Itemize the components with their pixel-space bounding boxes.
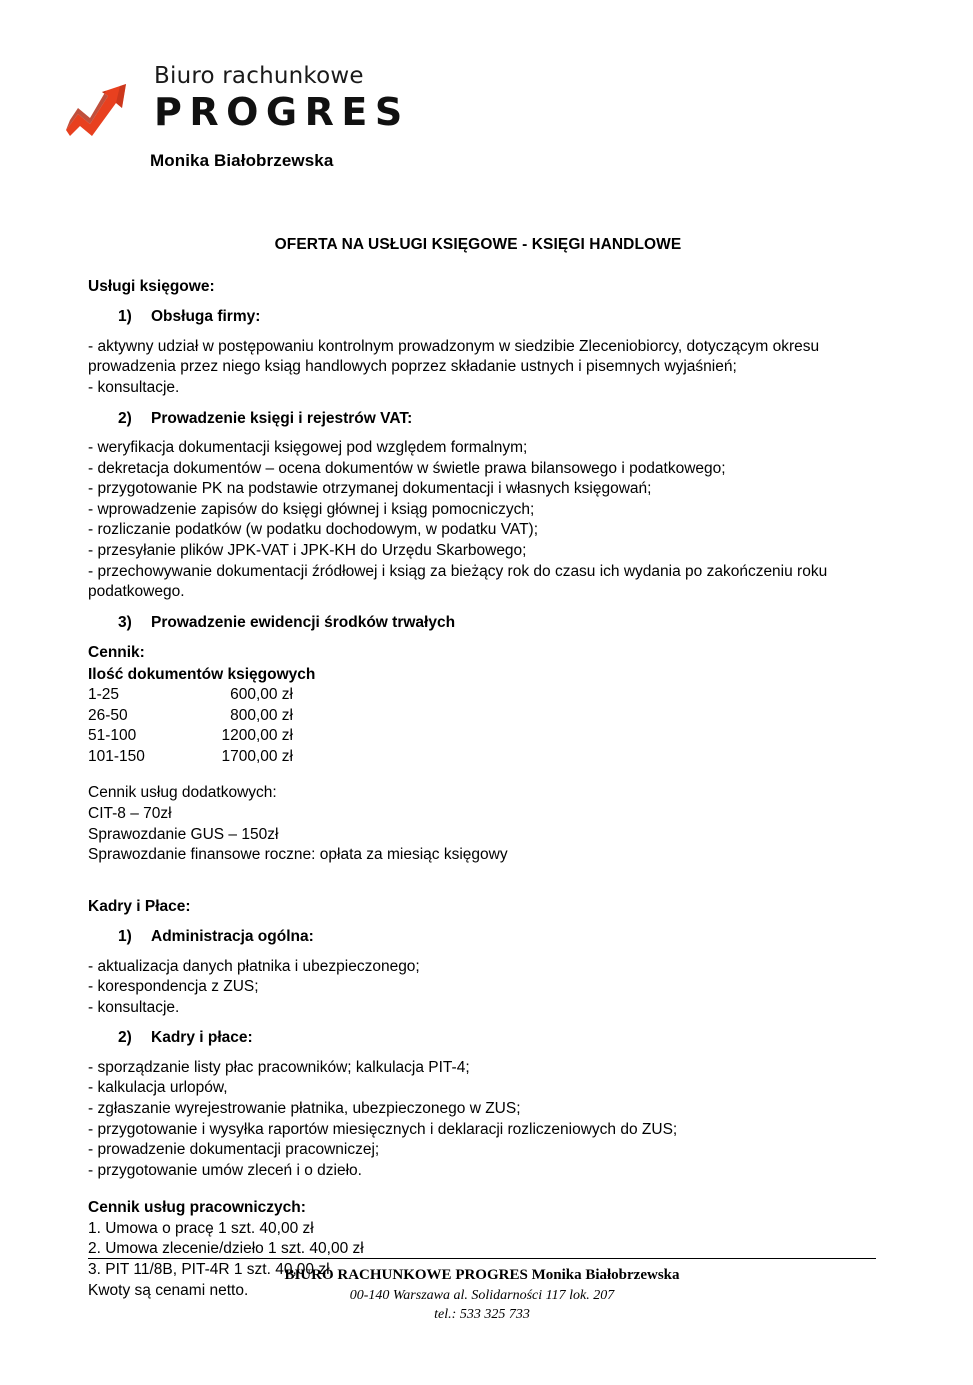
kadry-item-1-label: Administracja ogólna: <box>151 928 314 946</box>
letterhead <box>62 62 582 171</box>
growth-arrow-icon <box>62 70 148 142</box>
extra-service-line: CIT-8 – 70zł <box>88 805 172 822</box>
list-item: - przygotowanie PK na podstawie otrzymanej dokumentacji i własnych księgowań; <box>88 480 652 498</box>
numbered-item-2-label: Prowadzenie księgi i rejestrów VAT: <box>151 409 413 427</box>
kadry-item-2-bullet-list <box>88 1058 878 1182</box>
item-2-bullet-list <box>88 438 878 603</box>
list-item: - przesyłanie plików JPK-VAT i JPK-KH do Urzędu Skarbowego; <box>88 542 527 559</box>
heading-cennik-pracowniczy: Cennik usług pracowniczych: <box>88 1199 306 1217</box>
document-body <box>88 236 878 1301</box>
numbered-item-3-number: 3) <box>118 613 132 631</box>
employee-price-line: 3. PIT 11/8B, PIT-4R 1 szt. 40,00 zł <box>88 1261 330 1279</box>
spacer <box>88 767 878 783</box>
numbered-item-2 <box>88 408 878 429</box>
kadry-item-1-bullet-list <box>88 957 878 1019</box>
heading-cennik-dodatkowy: Cennik usług dodatkowych: <box>88 784 277 802</box>
heading-cennik: Cennik: <box>88 644 145 662</box>
list-item: - aktualizacja danych płatnika i ubezpieczonego; <box>88 957 420 975</box>
list-item: - rozliczanie podatków (w podatku dochodowym, w podatku VAT); <box>88 521 538 539</box>
item-1-consultations: - konsultacje. <box>88 378 180 396</box>
company-logo <box>62 62 582 142</box>
footer-phone: tel.: 533 325 733 <box>434 1306 530 1322</box>
table-row <box>88 726 293 747</box>
heading-kadry-i-place: Kadry i Płace: <box>88 897 191 915</box>
price-amount: 1700,00 zł <box>221 747 293 765</box>
logo-wordmark <box>154 62 410 135</box>
list-item: - sporządzanie listy płac pracowników; kalkulacja PIT-4; <box>88 1058 470 1076</box>
numbered-item-3 <box>88 612 878 633</box>
employee-price-line: 1. Umowa o pracę 1 szt. 40,00 zł <box>88 1219 314 1237</box>
price-amount: 1200,00 zł <box>221 727 293 745</box>
price-qty: 1-25 <box>88 685 120 703</box>
list-item: - konsultacje. <box>88 998 180 1016</box>
price-table-documents <box>88 685 293 767</box>
footer-address: 00-140 Warszawa al. Solidarności 117 lok. 207 <box>349 1287 615 1303</box>
logo-top-text: Biuro rachunkowe <box>154 63 364 89</box>
net-amounts-note: Kwoty są cenami netto. <box>88 1281 249 1299</box>
price-amount: 600,00 zł <box>230 685 293 703</box>
numbered-item-1 <box>88 306 878 327</box>
price-qty: 51-100 <box>88 727 137 745</box>
kadry-item-2-label: Kadry i płace: <box>151 1029 253 1047</box>
list-item: - prowadzenie dokumentacji pracowniczej; <box>88 1141 380 1159</box>
heading-ilosc-dokumentow: Ilość dokumentów księgowych <box>88 665 316 683</box>
spacer <box>88 1181 878 1197</box>
list-item: - zgłaszanie wyrejestrowanie płatnika, ubezpieczonego w ZUS; <box>88 1100 521 1117</box>
price-amount: 800,00 zł <box>230 706 293 724</box>
numbered-item-1-number: 1) <box>118 308 132 326</box>
table-row <box>88 706 293 727</box>
owner-name: Monika Białobrzewska <box>150 151 334 170</box>
extra-service-line: Sprawozdanie finansowe roczne: opłata za miesiąc księgowy <box>88 846 508 864</box>
list-item: - przygotowanie i wysyłka raportów miesięcznych i deklaracji rozliczeniowych do ZUS; <box>88 1120 678 1138</box>
table-row <box>88 685 293 706</box>
item-1-paragraph: - aktywny udział w postępowaniu kontrolnym prowadzonym w siedzibie Zleceniobiorcy, dotyczącym okresu prowadzenia przez niego ksiąg handlowych poprzez składanie ustnych i pisemnych wyjaśnień; <box>88 337 820 376</box>
spacer <box>88 866 878 896</box>
extra-service-line: Sprawozdanie GUS – 150zł <box>88 825 279 843</box>
page-footer <box>88 1258 876 1324</box>
employee-price-line: 2. Umowa zlecenie/dzieło 1 szt. 40,00 zł <box>88 1240 364 1258</box>
list-item: - korespondencja z ZUS; <box>88 978 259 996</box>
numbered-item-2-number: 2) <box>118 409 132 427</box>
price-qty: 26-50 <box>88 706 128 724</box>
heading-uslugi-ksiegowe: Usługi księgowe: <box>88 278 215 295</box>
price-qty: 101-150 <box>88 747 145 765</box>
kadry-item-2-number: 2) <box>118 1029 132 1047</box>
kadry-item-1-number: 1) <box>118 928 132 946</box>
list-item: - kalkulacja urlopów, <box>88 1079 228 1097</box>
list-item: - dekretacja dokumentów – ocena dokumentów w świetle prawa bilansowego i podatkowego; <box>88 459 726 477</box>
table-row <box>88 747 293 768</box>
list-item: - weryfikacja dokumentacji księgowej pod względem formalnym; <box>88 438 528 456</box>
numbered-item-1-label: Obsługa firmy: <box>151 308 261 326</box>
numbered-item-3-label: Prowadzenie ewidencji środków trwałych <box>151 613 456 631</box>
list-item: - przechowywanie dokumentacji źródłowej i ksiąg za bieżący rok do czasu ich wydania po zakończeniu roku podatkowego. <box>88 562 828 601</box>
kadry-numbered-item-1 <box>88 926 878 947</box>
kadry-numbered-item-2 <box>88 1027 878 1048</box>
list-item: - wprowadzenie zapisów do księgi głównej i ksiąg pomocniczych; <box>88 500 535 518</box>
footer-divider <box>88 1258 876 1259</box>
document-title: OFERTA NA USŁUGI KSIĘGOWE - KSIĘGI HANDLOWE <box>274 236 682 253</box>
footer-company-name: BIURO RACHUNKOWE PROGRES Monika Białobrzewska <box>284 1267 680 1283</box>
list-item: - przygotowanie umów zleceń i o dzieło. <box>88 1161 362 1179</box>
logo-main-text: PROGRES <box>154 90 410 135</box>
